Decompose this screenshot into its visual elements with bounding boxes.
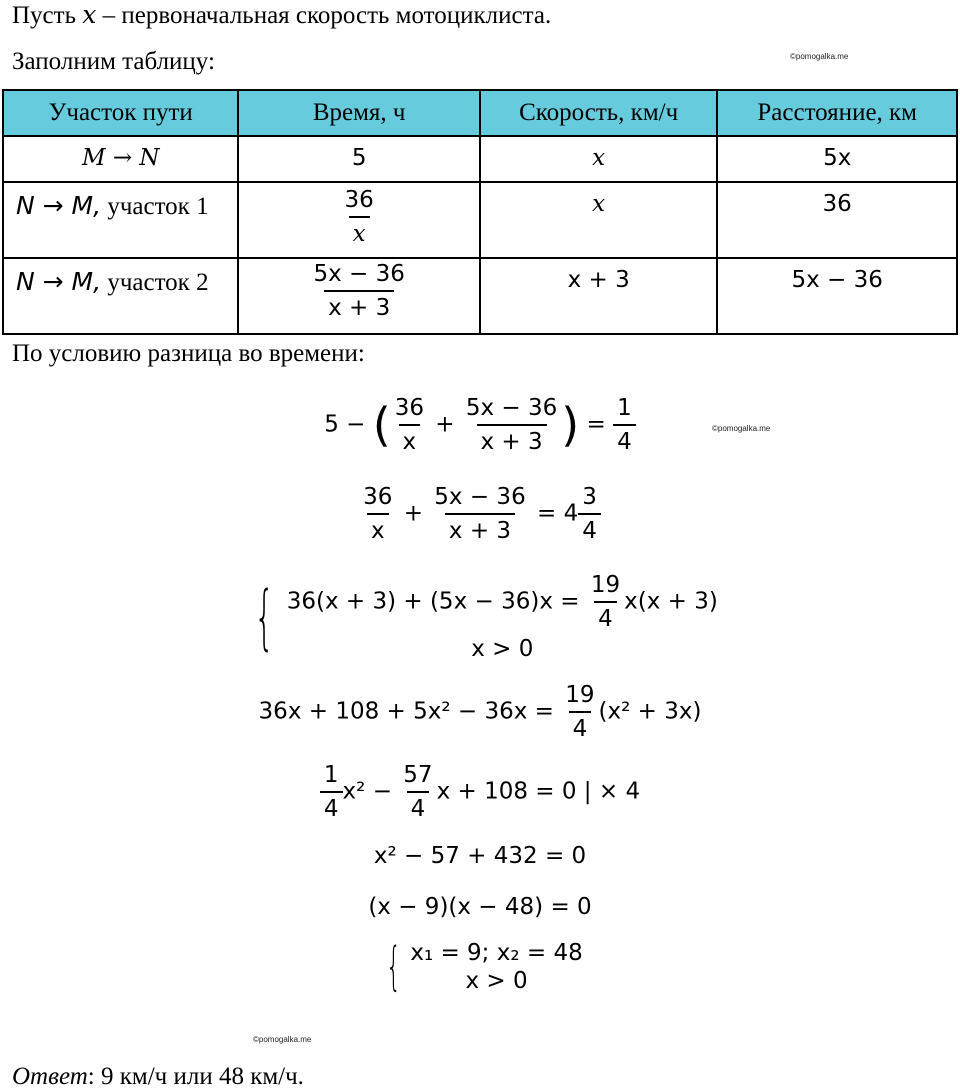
answer [12, 1063, 304, 1091]
table-row [3, 182, 957, 258]
table-cell: N → M, участок 1 [3, 182, 238, 258]
condition-text: По условию разница во времени: [12, 340, 365, 367]
intro-line-1 [12, 0, 551, 30]
equation-7: (x − 9)(x − 48) = 0 [368, 894, 592, 920]
equation-4: 36x + 108 + 5x² − 36x = $\frac{19}{4}$ (x² + 3x) [258, 682, 702, 742]
table-cell: M → N [3, 136, 238, 182]
table-cell: N → M, участок 2 [3, 258, 238, 334]
table-cell: $\frac{5x - 36}{x + 3}$ [238, 258, 479, 334]
table-cell: x [480, 136, 718, 182]
table-cell: x [480, 182, 718, 258]
table-cell: $\frac{36}{x}$ [238, 182, 479, 258]
table-header: Время, ч [238, 90, 479, 136]
watermark: ©pomogalka.me [790, 52, 849, 61]
intro-text-a: Пусть [12, 2, 83, 29]
table-header-row [3, 90, 957, 136]
intro-text-b: – первоначальная скорость мотоциклиста. [96, 2, 552, 29]
equation-3-system: { 36(x + 3) + (5x − 36)x = $\frac{19}{4}$ x(x + 3) x > 0 [254, 572, 718, 662]
data-table [2, 89, 958, 335]
table-row [3, 136, 957, 182]
table-header: Участок пути [3, 90, 238, 136]
equation-6: x² − 57 + 432 = 0 [373, 843, 587, 869]
equation-2: $\frac{36}{x}$ + $\frac{5x - 36}{x + 3}$ = 4 $\frac{3}{4}$ [0, 484, 960, 544]
table-header: Расстояние, км [717, 90, 957, 136]
equation-8-system: { x₁ = 9; x₂ = 48 x > 0 [386, 937, 583, 997]
watermark: ©pomogalka.me [253, 1035, 312, 1044]
table-cell: 5x [717, 136, 957, 182]
answer-label: Ответ [12, 1063, 88, 1090]
equation-1: 5 − ( $\frac{36}{x}$ + $\frac{5x - 36}{x + 3}$ ) = $\frac{1}{4}$ [0, 395, 960, 455]
table-cell: 5 [238, 136, 479, 182]
equation-5: $\frac{1}{4}$ x² − $\frac{57}{4}$ x + 108 = 0 | × 4 [0, 762, 960, 822]
watermark: ©pomogalka.me [712, 424, 771, 433]
intro-variable: x [82, 0, 97, 29]
table-cell: 5x − 36 [717, 258, 957, 334]
table-cell: x + 3 [480, 258, 718, 334]
table-cell: 36 [717, 182, 957, 258]
table-row [3, 258, 957, 334]
answer-text: : 9 км/ч или 48 км/ч. [87, 1063, 304, 1090]
table-header: Скорость, км/ч [480, 90, 718, 136]
intro-line-2: Заполним таблицу: [12, 48, 215, 75]
